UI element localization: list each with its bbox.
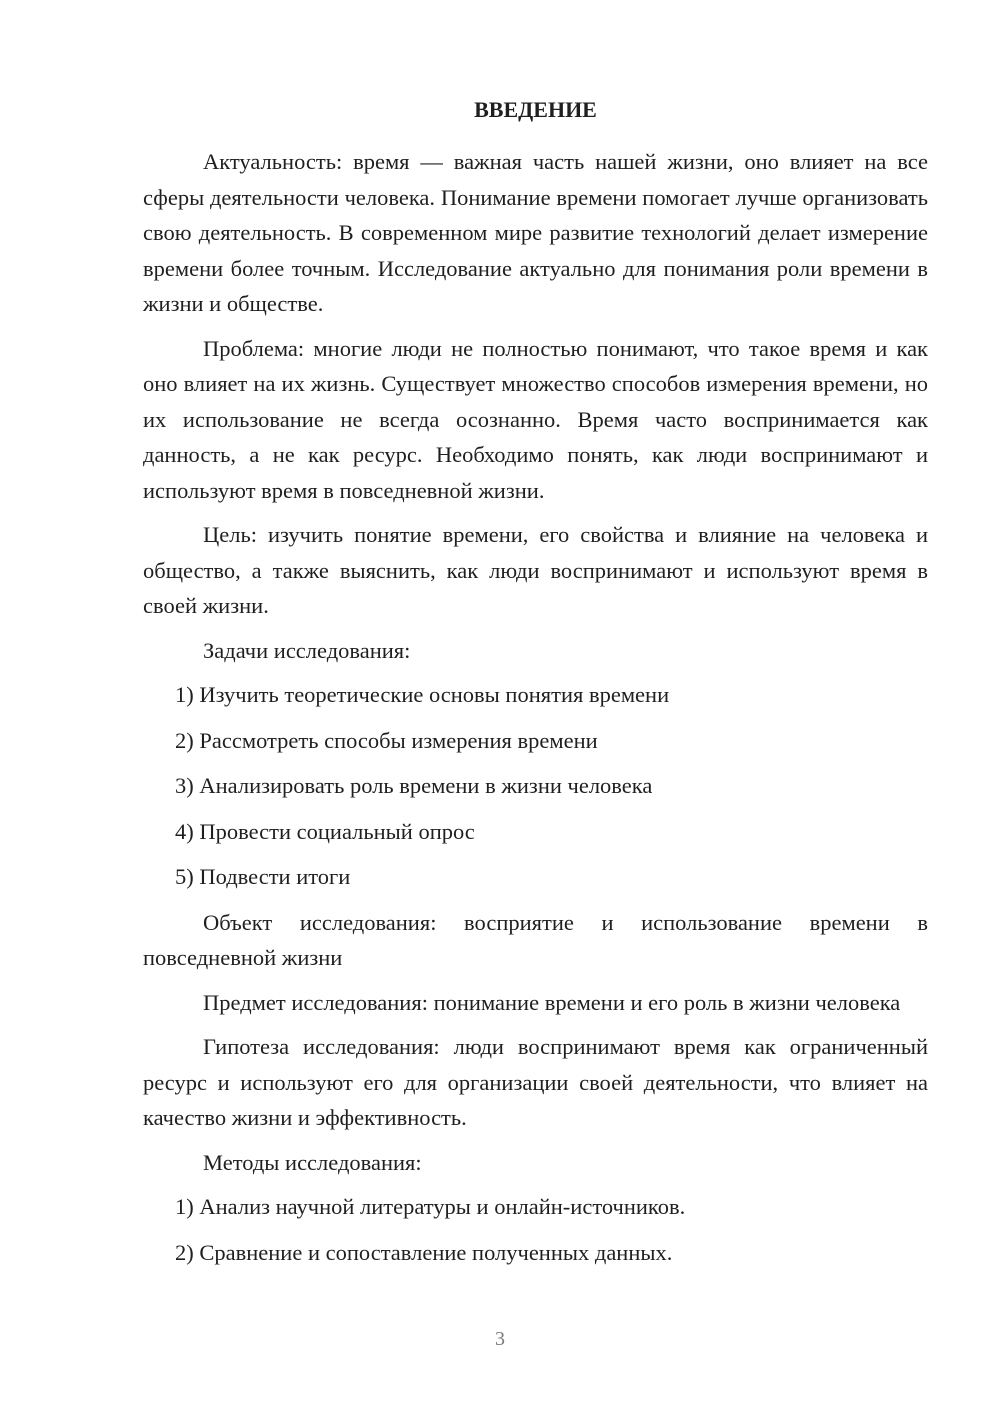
- methods-heading: Методы исследования:: [203, 1149, 422, 1175]
- object-paragraph: Объект исследования: восприятие и использование времени в повседневной жизни: [143, 909, 928, 970]
- list-item: 4) Провести социальный опрос: [175, 818, 475, 844]
- tasks-list: [143, 677, 928, 895]
- methods-list: [143, 1189, 928, 1270]
- relevance-paragraph: Актуальность: время — важная часть нашей жизни, оно влияет на все сферы деятельности человека. Понимание времени помогает лучше организовать свою деятельность. В современном мире развитие технологий делает измерение времени более точным. Исследование актуально для понимания роли времени в жизни и обществе.: [143, 149, 928, 316]
- document-page: [143, 92, 928, 1280]
- page-number: 3: [495, 1328, 505, 1350]
- goal-paragraph: Цель: изучить понятие времени, его свойства и влияние на человека и общество, а также выяснить, как люди воспринимают и используют время в своей жизни.: [143, 522, 928, 618]
- problem-paragraph: Проблема: многие люди не полностью понимают, что такое время и как оно влияет на их жизнь. Существует множество способов измерения времени, но их использование не всегда осознанно. Время часто воспринимается как данность, а не как ресурс. Необходимо понять, как люди воспринимают и используют время в повседневной жизни.: [143, 335, 928, 503]
- section-title: ВВЕДЕНИЕ: [474, 97, 597, 122]
- tasks-heading: Задачи исследования:: [203, 637, 411, 663]
- list-item: 2) Рассмотреть способы измерения времени: [175, 727, 598, 753]
- list-item: 1) Анализ научной литературы и онлайн-источников.: [175, 1194, 686, 1219]
- hypothesis-paragraph: Гипотеза исследования: люди воспринимают время как ограниченный ресурс и используют его для организации своей деятельности, что влияет на качество жизни и эффективность.: [143, 1034, 928, 1130]
- subject-paragraph: Предмет исследования: понимание времени и его роль в жизни человека: [203, 989, 901, 1015]
- list-item: 1) Изучить теоретические основы понятия времени: [175, 682, 670, 707]
- list-item: 3) Анализировать роль времени в жизни человека: [175, 773, 653, 798]
- list-item: 2) Сравнение и сопоставление полученных данных.: [175, 1239, 673, 1265]
- list-item: 5) Подвести итоги: [175, 864, 351, 889]
